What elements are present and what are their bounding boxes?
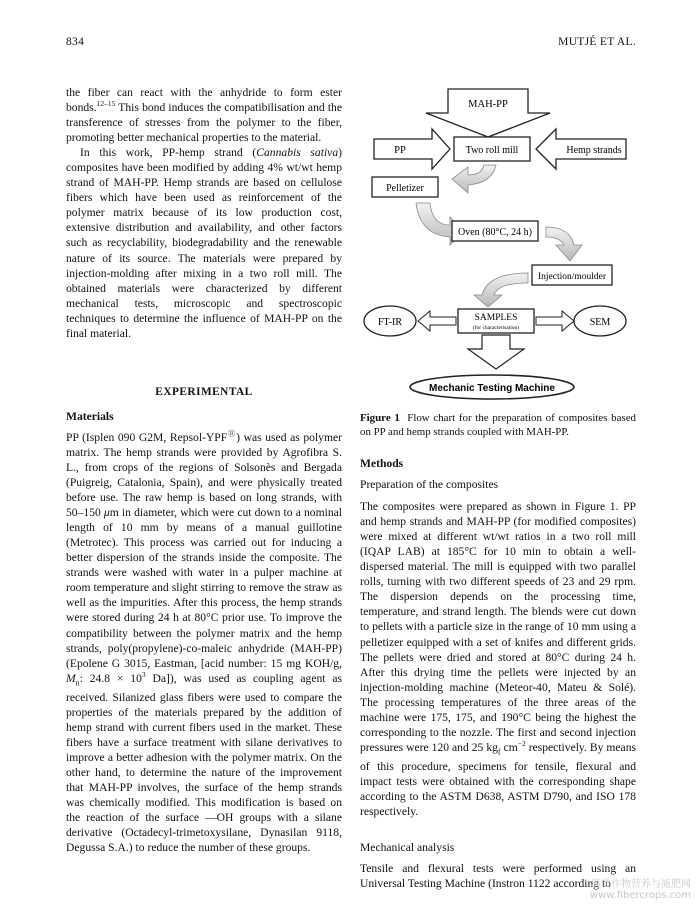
preparation-paragraph: The composites were prepared as shown in Figure 1. PP and hemp strands and MAH-PP (for modified composites) were mixed at different wt/wt ratios in a two roll mill (IQAP LAB) at 185°C for 10 min to obtain a well-dispersed material. The mill is equipped with two parallel rolls, turning with two different speeds of 23 and 29 rpm. The dispersion depends on the processing time, temperature, and strand length. The blends were cut down to pellets with a particle size in the range of 10 mm using a pelletizer equipped with a set of knifes and different grids. The pellets were dried and stored at 80°C during 24 h. After this drying time the pellets were injected by an injection-molding machine (Meteor-40, Mateu & Solé). The processing temperatures of the three areas of the machine were 175, 175, and 190°C being the highest the corresponding to the nozzle. The first and second injection pressures were 120 and 25 $kg_f$ $cm^{-2}$ respectively. By means of this procedure, specimens for tensile, flexural and impact tests were obtained with the corresponding shape according to the ASTM D638, ASTM D790, and ISO 178 respectively.: [360, 500, 636, 819]
methods-heading: Methods: [360, 457, 404, 470]
mechanic-testing-label: Mechanic Testing Machine: [429, 383, 555, 394]
figure-caption: Figure 1 Flow chart for the preparation of composites based on PP and hemp strands coupled with MAH-PP.: [360, 412, 636, 439]
work-paragraph: In this work, PP-hemp strand (Cannabis sativa) composites have been modified by adding 4% wt/wt hemp strand of MAH-PP. Hemp strands are based on cellulose fibers which have been used as reinforcement of the polymer matrix because of its low production cost, extensive distribution and availability, and other factors such as recyclability, biodegradability and the renewable nature of its source. The materials were prepared by injection-molding after mixing in a two roll mill. The obtained materials were characterized by different mechanical tests, microscopic and spectroscopic techniques to determine the influence of MAH-PP on the final material.: [66, 146, 342, 340]
materials-paragraph: PP (Isplen 090 G2M, Repsol-YPFⓇ) was used as polymer matrix. The hemp strands were provided by Agrofibra S. L., from crops of the regions of Solsonès and Bergada (Puigreig, Catalonia, Spain), and were physically treated before use. The raw hemp is based on long strands, with 50–150 μm in diameter, which were cut down to a nominal length of 10 mm by means of a manual guillotine (Metrotec). This process was carried out for inducing a better dispersion of the strands inside the composite. The strands were washed with water in a pulper machine at room temperature and slight stirring to remove the straw as well as the impurities. After this process, the hemp strands were stored during 24 h at 80°C prior use. To improve the compatibility between the polymer matrix and the hemp strands, poly(propylene)-co-maleic anhydride (MAH-PP) (Epolene G 3015, Eastman, [acid number: 15 mg KOH/g, $M_n$: $24.8 \times 10^3$ Da]), was used as coupling agent as received. Silanized glass fibers were used to compare the properties of the materials prepared by the addition of hemp strand with current fibers used in the market. These fibers have a surface treatment with silane derivatives to improve a better adhesion with the polymer matrix. On the other hand, to determine the nature of the improvement that MAH-PP involves, the surface of the hemp strands was chemically modified. This modification is based on the reaction of the surface —OH groups with a silane derivative (Octadecyl-trimetoxysilane, Dynasilan 9118, Degussa S.A.) to reduce the number of these groups.: [66, 429, 342, 855]
sem-label: SEM: [589, 317, 611, 328]
mechanical-paragraph: Tensile and flexural tests were performed using an Universal Testing Machine (Instron 1122 according to: [360, 862, 636, 891]
oven-label: Oven (80°C, 24 h): [458, 227, 532, 238]
running-authors: MUTJÉ ET AL.: [558, 36, 636, 48]
ftir-arrow: [418, 311, 456, 331]
samples-label: SAMPLES: [474, 313, 518, 323]
figure-1-flowchart: [360, 85, 640, 405]
page-number: 834: [66, 36, 85, 48]
injection-moulder-label: Injection/moulder: [537, 272, 607, 282]
samples-sublabel: (for characterisation): [472, 325, 520, 331]
materials-heading: Materials: [66, 409, 114, 423]
hemp-strands-label: Hemp strands: [566, 145, 622, 156]
flow-arrow-3: [546, 227, 582, 261]
mechanic-arrow: [468, 335, 524, 369]
section-title: EXPERIMENTAL: [155, 385, 253, 398]
pelletizer-label: Pelletizer: [386, 183, 424, 194]
pp-arrow: [374, 129, 450, 169]
sem-arrow: [536, 311, 574, 331]
two-roll-mill-label: Two roll mill: [465, 145, 519, 156]
ftir-label: FT-IR: [377, 317, 403, 328]
preparation-heading: Preparation of the composites: [360, 478, 499, 492]
intro-paragraph: the fiber can react with the anhydride to form ester bonds.$^{12-15}$ This bond induces the compatibilisation and the transference of stresses from the polymer to the fiber, promoting better mechanical properties to the material.: [66, 86, 342, 145]
left-column: [66, 85, 342, 856]
mechanical-heading: Mechanical analysis: [360, 841, 455, 855]
mahpp-label: MAH-PP: [468, 99, 508, 110]
mahpp-arrow: [426, 89, 550, 137]
pp-label: PP: [394, 145, 406, 156]
right-column: [360, 456, 636, 892]
flow-arrow-1: [452, 165, 496, 193]
flow-arrow-4: [474, 273, 528, 307]
watermark: 麻类作物营养与施肥网 www.fibercrops.com: [589, 879, 691, 901]
